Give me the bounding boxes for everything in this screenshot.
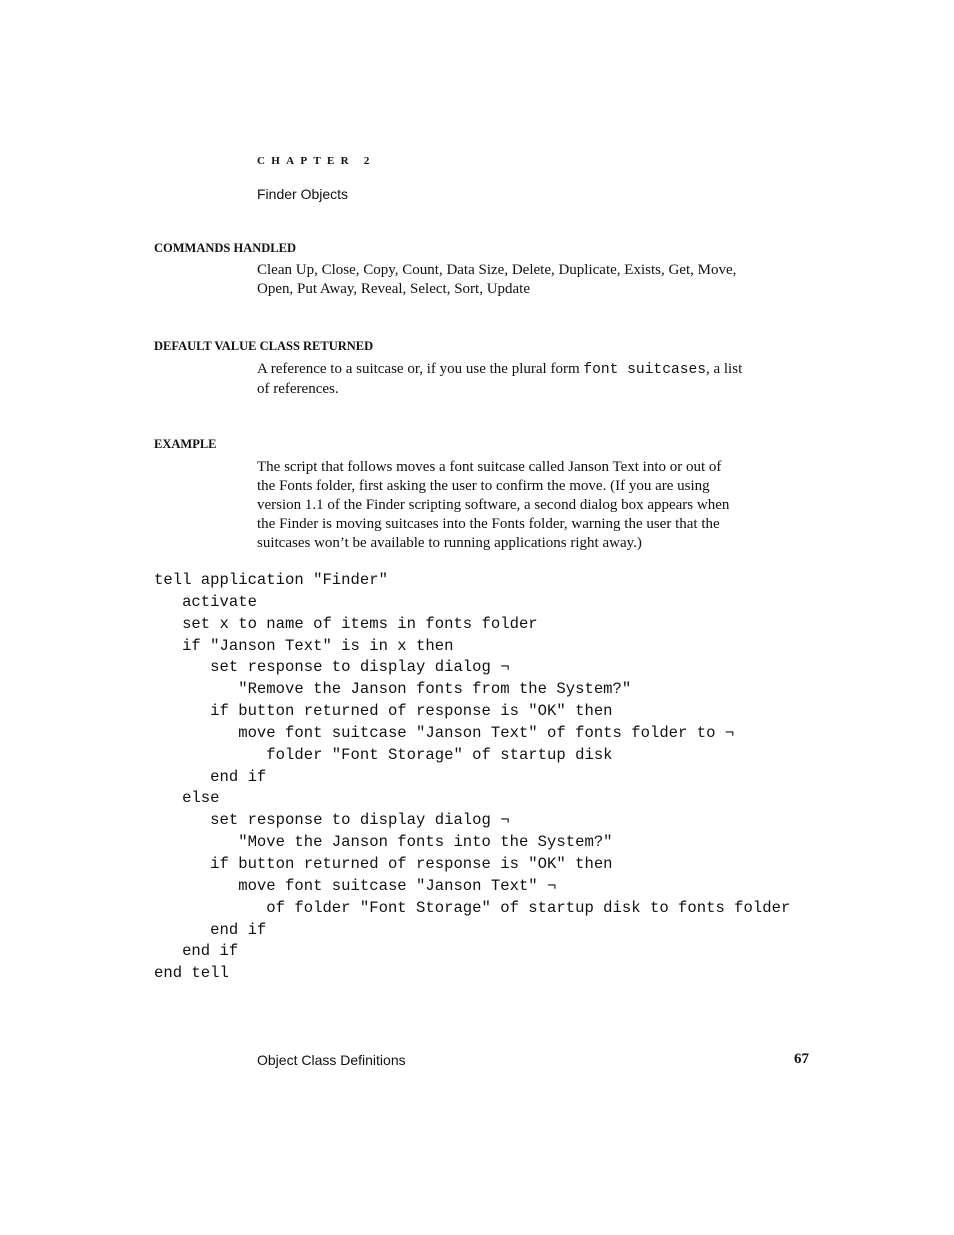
example-line: the Finder is moving suitcases into the Fonts folder, warning the user that the	[257, 516, 720, 532]
page-number: 67	[794, 1051, 809, 1067]
default-value-text	[257, 360, 805, 399]
example-heading: EXAMPLE	[154, 437, 217, 451]
default-value-heading: DEFAULT VALUE CLASS RETURNED	[154, 339, 374, 353]
applescript-code-block: tell application "Finder" activate set x to name of items in fonts folder if "Janson Text" is in x then set response to display dialog ¬ "Remove the Janson fonts from the System?" if button returned of response is "OK" then move font suitcase "Janson Text" of fonts folder to ¬ folder "Font Storage" of startup disk end if else set response to display dialog ¬ "Move the Janson fonts into the System?" if button returned of response is "OK" then move font suitcase "Janson Text" ¬ of folder "Font Storage" of startup disk to fonts folder end if end if end tell	[154, 571, 791, 983]
commands-line: Open, Put Away, Reveal, Select, Sort, Update	[257, 281, 531, 297]
default-value-text-before: A reference to a suitcase or, if you use the plural form	[257, 361, 584, 377]
default-value-text-after: , a list	[705, 361, 743, 377]
default-value-line	[257, 360, 805, 380]
chapter-label: CHAPTER 2	[257, 155, 376, 167]
footer-section-title: Object Class Definitions	[257, 1052, 406, 1068]
commands-handled-heading: COMMANDS HANDLED	[154, 241, 297, 255]
commands-handled-text	[257, 261, 805, 299]
example-line: The script that follows moves a font suitcase called Janson Text into or out of	[257, 459, 722, 475]
example-line: the Fonts folder, first asking the user to confirm the move. (If you are using	[257, 478, 710, 494]
default-value-line: of references.	[257, 381, 339, 397]
example-line: version 1.1 of the Finder scripting software, a second dialog box appears when	[257, 497, 730, 513]
example-line: suitcases won’t be available to running applications right away.)	[257, 535, 642, 551]
example-text	[257, 458, 805, 553]
commands-line: Clean Up, Close, Copy, Count, Data Size, Delete, Duplicate, Exists, Get, Move,	[257, 262, 737, 278]
inline-code-font-suitcases: font suitcases	[583, 362, 706, 378]
chapter-title: Finder Objects	[257, 186, 349, 202]
